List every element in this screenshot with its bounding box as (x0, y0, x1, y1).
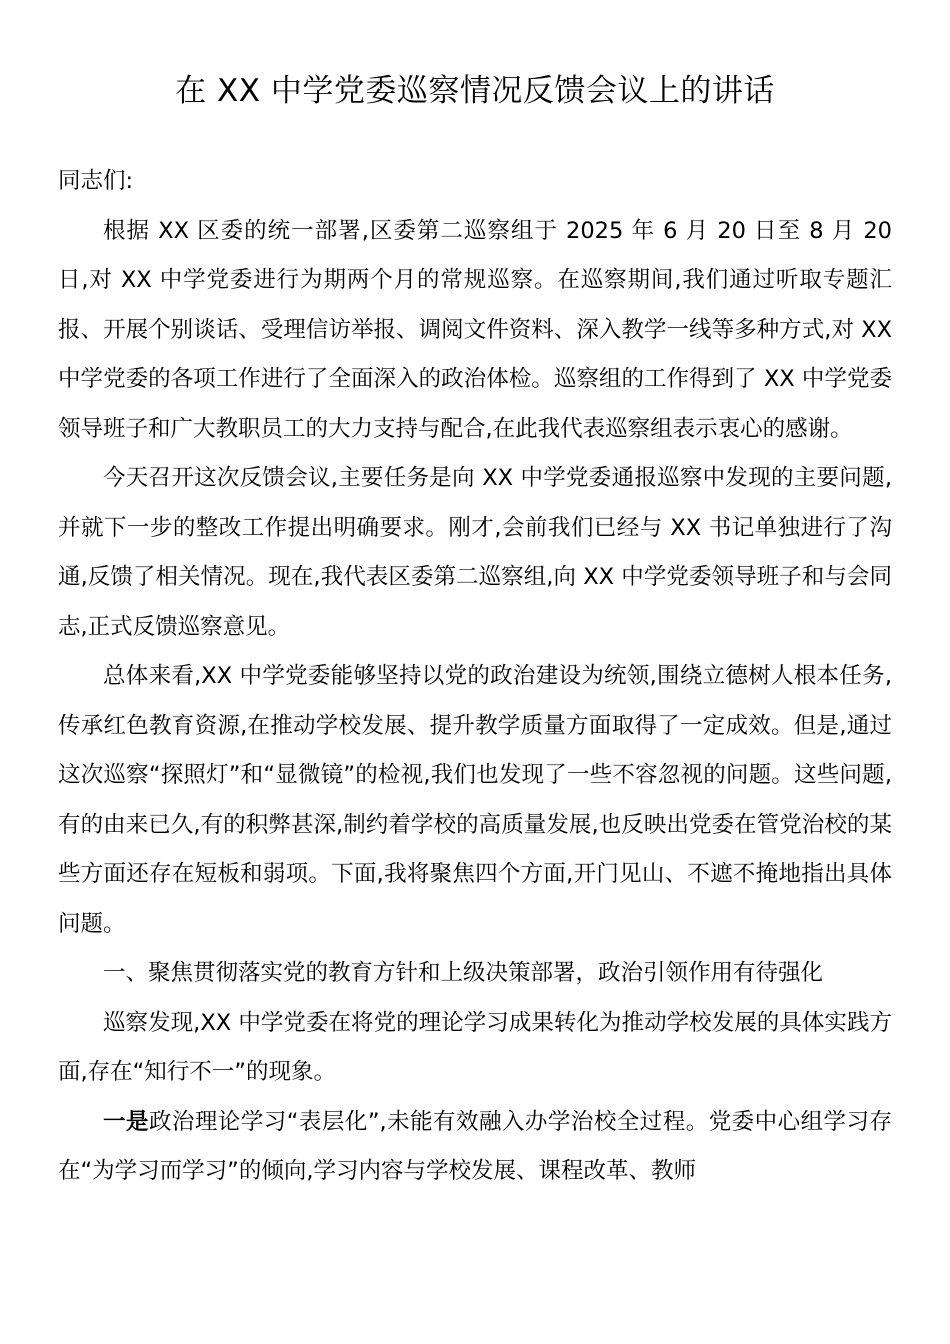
salutation: 同志们: (58, 168, 134, 194)
paragraph-meeting-purpose: 今天召开这次反馈会议,主要任务是向 XX 中学党委通报巡察中发现的主要问题,并就下一步的整改工作提出明确要求。刚才,会前我们已经与 XX 书记单独进行了沟通,反馈了相关情况。现在,我代表区委第二巡察组,向 XX 中学党委领导班子和与会同志,正式反馈巡察意见。 (58, 465, 892, 640)
point-one-lead: 一是 (103, 1108, 149, 1135)
point-one-paragraph (58, 1098, 892, 1197)
document-page (58, 60, 892, 1197)
document-title: 在 XX 中学党委巡察情况反馈会议上的讲话 (175, 73, 775, 109)
section-heading-one: 一、聚焦贯彻落实党的教育方针和上级决策部署，政治引领作用有待强化 (103, 960, 824, 986)
section-intro: 巡察发现,XX 中学党委在将党的理论学习成果转化为推动学校发展的具体实践方面,存在“知行不一”的现象。 (58, 1009, 892, 1085)
point-one-text: 政治理论学习“表层化”,未能有效融入办学治校全过程。党委中心组学习存在“为学习而学习”的倾向,学习内容与学校发展、课程改革、教师 (58, 1108, 892, 1184)
paragraph-deployment: 根据 XX 区委的统一部署,区委第二巡察组于 2025 年 6 月 20 日至 8 月 20 日,对 XX 中学党委进行为期两个月的常规巡察。在巡察期间,我们通过听取专题汇报、开展个别谈话、受理信访举报、调阅文件资料、深入教学一线等多种方式,对 XX 中学党委的各项工作进行了全面深入的政治体检。巡察组的工作得到了 XX 中学党委领导班子和广大教职员工的大力支持与配合,在此我代表巡察组表示衷心的感谢。 (58, 217, 892, 442)
paragraph-overall-assessment: 总体来看,XX 中学党委能够坚持以党的政治建设为统领,围绕立德树人根本任务,传承红色教育资源,在推动学校发展、提升教学质量方面取得了一定成效。但是,通过这次巡察“探照灯”和“显微镜”的检视,我们也发现了一些不容忽视的问题。这些问题,有的由来已久,有的积弊甚深,制约着学校的高质量发展,也反映出党委在管党治校的某些方面还存在短板和弱项。下面,我将聚焦四个方面,开门见山、不遮不掩地指出具体问题。 (58, 663, 892, 937)
